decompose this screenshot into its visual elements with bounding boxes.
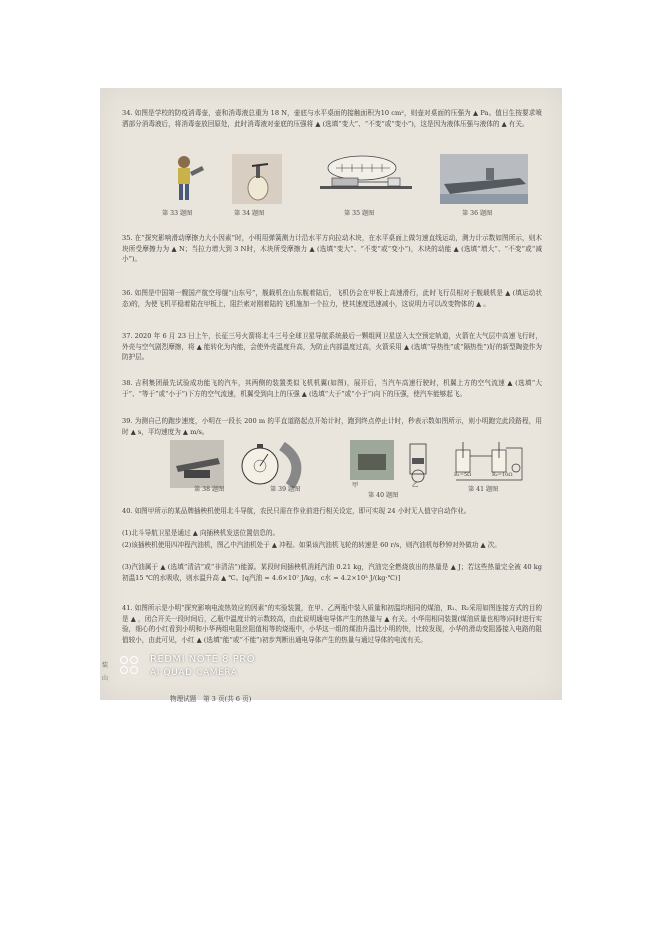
binding-margin-mark-bottom: 山 [102,675,109,682]
caption-fig36: 第 36 题图 [462,210,493,217]
question-37: 37. 2020 年 6 月 23 日上午，长征三号火箭将北斗三号全球卫星导航系统最后一颗组网卫星送入太空预定轨道，火箭在大气层中高速飞行时，外壳与空气剧烈摩擦，将 ▲ 能转化为内能，会使外壳温度升高，为防止内部温度过高，火箭采用 ▲ (选填“导热性”或“隔热性”)好的新型陶瓷作为防护层。 [122,332,542,362]
question-41: 41. 如图所示是小明“探究影响电流热效应的因素”的实验装置，在甲、乙两瓶中装入质量和初温均相同的煤油，R₁、R₂采用如图连接方式的目的是 ▲ ，闭合开关一段时间后，乙瓶中温度计的示数较高，由此说明通电导体产生的热量与 ▲ 有关。小华用相同装置(煤油质量也相等)同时进行实验，细心的小红看到小明和小华两组电阻丝阻值相等的烧瓶中，小华这一组的煤油升温比小明的快，比较发现，小华的滑动变阻器接入电路的阻值较小，由此可见，小红 ▲ (选填“能”或“不能”)初步判断出通电导体产生的热量与通过导体的电流有关。 [122,604,542,644]
caption-fig33: 第 33 题图 [162,210,193,217]
figure-36-aircraft-carrier [440,154,528,204]
label-r2: R₂=10Ω [492,472,513,478]
exam-paper-photo [100,88,562,700]
watermark-dot-icon [120,656,128,664]
page-footer: 物理试题 第 3 页(共 6 页) [170,695,252,703]
question-40: 40. 如图甲所示的某品牌插秧机使用北斗导航，农民只需在作业前进行相关设定，即可实现 24 小时无人值守自动作业。 [122,507,471,515]
caption-fig38: 第 38 题图 [194,486,225,493]
figure-33-child-illustration [162,154,212,204]
watermark-dot-icon [130,666,138,674]
caption-fig35: 第 35 题图 [344,210,375,217]
caption-fig34: 第 34 题图 [234,210,265,217]
watermark-model: REDMI NOTE 8 PRO [150,654,256,665]
caption-fig41: 第 41 题图 [468,486,499,493]
camera-watermark [118,650,268,684]
figure-row-33-36 [122,154,542,216]
watermark-camera: AI QUAD CAMERA [150,668,238,678]
binding-margin-mark-top: 装 [102,662,109,669]
question-39: 39. 为测自己的跑步速度，小明在一段长 200 m 的平直道路起点开始计时，跑到终点停止计时，秒表示数如图所示，则小明跑完此段路程，用时 ▲ s，平均速度为 ▲ m/s。 [122,417,542,436]
question-38: 38. 吉利集团最先试验成功能飞的汽车，其两侧的装置类似飞机机翼(如图)，展开后，当汽车高速行驶时，机翼上方的空气流速 ▲ (选填“大于”、“等于”或“小于”)下方的空气流速，机翼受到向上的压强 ▲ (选填“大于”或“小于”)向下的压强，使汽车能够起飞。 [122,379,542,398]
question-35: 35. 在“探究影响滑动摩擦力大小因素”时，小明用弹簧测力计沿水平方向拉动木块，在水平桌面上做匀速直线运动，测力计示数如图所示，则木块所受摩擦力为 ▲ N；当拉力增大到 3 N时，木块所受摩擦力 ▲ (选填“变大”、“不变”或“变小”)，木块的动能 ▲ (选填“增大”、“不变”或“减小”)。 [122,234,542,264]
question-40-part2: (2)该插秧机使用四冲程汽油机，图乙中汽油机处于 ▲ 冲程。如果该汽油机飞轮的转速是 60 r/s，则汽油机每秒钟对外做功 ▲ 次。 [122,541,501,549]
figure-38-flying-car [170,440,224,488]
question-34: 34. 如图是学校的防疫消毒壶，壶和消毒液总重为 18 N，壶底与水平桌面的接触面积为10 cm²，则壶对桌面的压强为 ▲ Pa。值日生按要求喷洒部分消毒液后，将消毒壶放回原处，此时消毒液对壶底的压强将 ▲ (选填“变大”、“不变”或“变小”)，这是因为液体压强与液体的 ▲ 有关。 [122,109,542,128]
figure-35-spring-scale-block [312,154,422,204]
question-40-part3: (3)汽油属于 ▲ (选填“清洁”或“非清洁”)能源。某段时间插秧机消耗汽油 0.21 kg，汽油完全燃烧放出的热量是 ▲ J；若这些热量完全被 40 kg 初温15 ℃的水吸收，则水温升高 ▲ ℃。[q汽油 = 4.6×10⁷ J/kg，c水 = 4.2×10³ J/(kg·℃)] [122,563,542,582]
figure-41-heating-circuit [452,440,530,488]
watermark-dot-icon [120,666,128,674]
figure-row-38-41 [122,440,542,502]
figure-39-stopwatch [232,440,314,488]
label-r1: R₁=5Ω [454,472,472,478]
question-40-part1: (1)北斗导航卫星是通过 ▲ 向插秧机发送位置信息的。 [122,529,280,537]
figure-34-spray-bottle [232,154,282,204]
caption-jia: 甲 [352,482,359,489]
caption-yi: 乙 [412,482,419,489]
question-36: 36. 如图是中国第一艘国产航空母舰“山东号”，舰载机在山东舰着陆后，飞机仍会在甲板上高速滑行，此时飞行员相对于舰载机是 ▲ (填运动状态)的，为使飞机平稳着陆在甲板上，阻拦索对刚着陆的飞机施加一个拉力，使其速度迅速减小，这说明力可以改变物体的 ▲ 。 [122,289,542,308]
watermark-dot-icon [130,656,138,664]
caption-fig40: 第 40 题图 [368,492,399,499]
caption-fig39: 第 39 题图 [270,486,301,493]
